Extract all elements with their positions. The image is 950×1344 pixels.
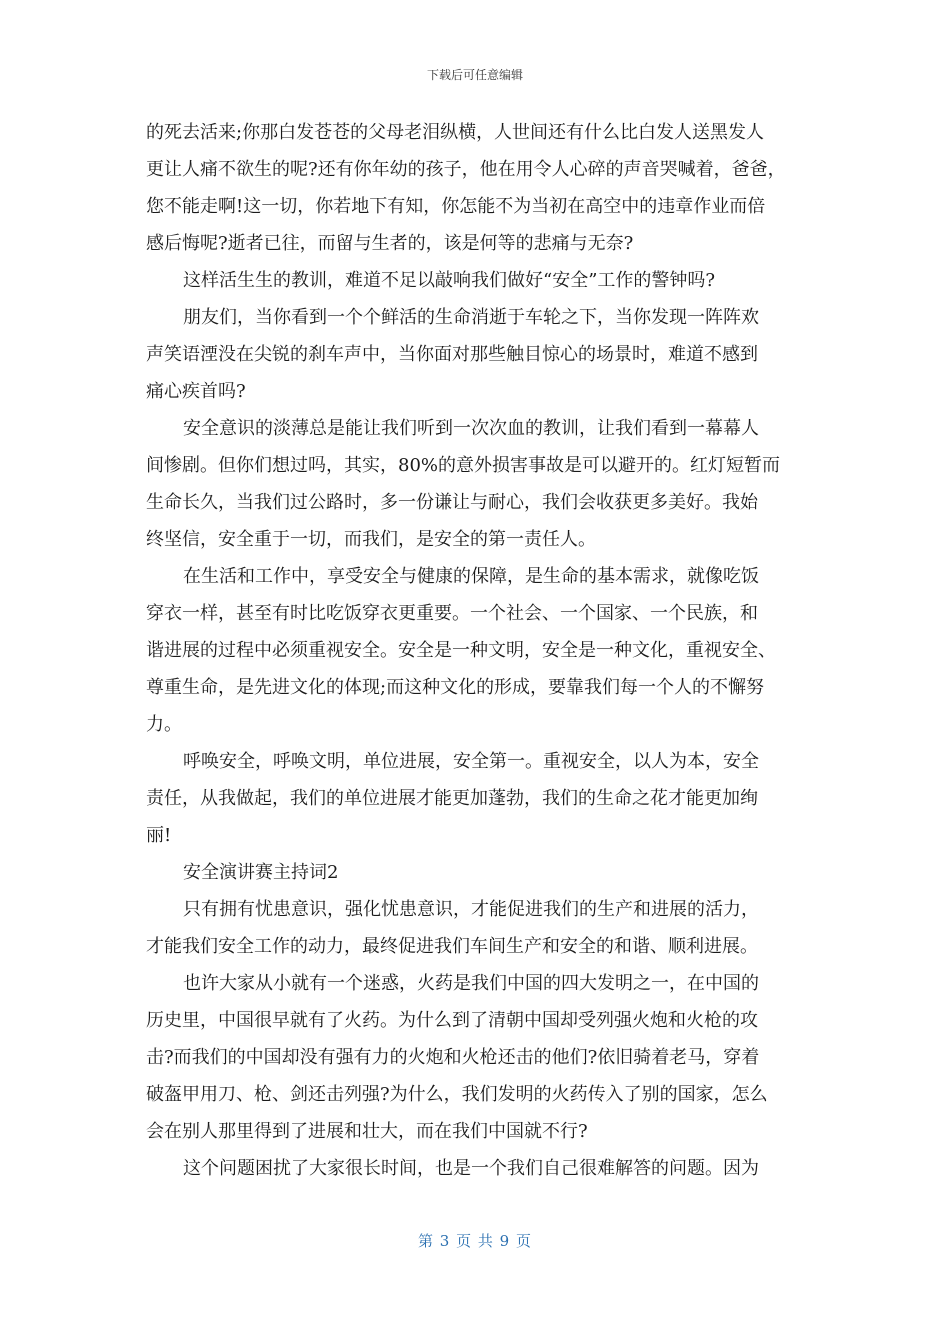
text-line: 朋友们，当你看到一个个鲜活的生命消逝于车轮之下，当你发现一阵阵欢 <box>183 307 759 328</box>
text-line: 在生活和工作中，享受安全与健康的保障，是生命的基本需求，就像吃饭 <box>183 566 759 587</box>
text-line: 才能我们安全工作的动力，最终促进我们车间生产和安全的和谐、顺利进展。 <box>146 936 758 957</box>
document-body <box>146 114 806 1187</box>
text-line: 痛心疾首吗? <box>146 381 246 402</box>
text-line: 您不能走啊!这一切，你若地下有知，你怎能不为当初在高空中的违章作业而倍 <box>146 196 766 217</box>
text-line: 这样活生生的教训，难道不足以敲响我们做好“安全”工作的警钟吗? <box>183 270 716 291</box>
text-line: 这个问题困扰了大家很长时间，也是一个我们自己很难解答的问题。因为 <box>183 1158 759 1179</box>
text-line: 尊重生命，是先进文化的体现;而这种文化的形成，要靠我们每一个人的不懈努 <box>146 677 765 698</box>
text-line: 力。 <box>146 714 182 735</box>
text-line: 感后悔呢?逝者已往，而留与生者的，该是何等的悲痛与无奈? <box>146 233 634 254</box>
text-line: 间惨剧。但你们想过吗，其实，80%的意外损害事故是可以避开的。红灯短暂而 <box>146 455 781 476</box>
text-line: 历史里，中国很早就有了火药。为什么到了清朝中国却受列强火炮和火枪的攻 <box>146 1010 758 1031</box>
text-line: 只有拥有忧患意识，强化忧患意识，才能促进我们的生产和进展的活力， <box>183 899 759 920</box>
text-line: 更让人痛不欲生的呢?还有你年幼的孩子，他在用令人心碎的声音哭喊着，爸爸， <box>146 159 786 180</box>
text-line: 谐进展的过程中必须重视安全。安全是一种文明，安全是一种文化，重视安全、 <box>146 640 776 661</box>
text-line: 穿衣一样，甚至有时比吃饭穿衣更重要。一个社会、一个国家、一个民族，和 <box>146 603 758 624</box>
text-line: 破盔甲用刀、枪、剑还击列强?为什么，我们发明的火药传入了别的国家，怎么 <box>146 1084 768 1105</box>
text-line: 生命长久，当我们过公路时，多一份谦让与耐心，我们会收获更多美好。我始 <box>146 492 758 513</box>
text-line: 安全演讲赛主持词2 <box>183 862 339 883</box>
text-line: 责任，从我做起，我们的单位进展才能更加蓬勃，我们的生命之花才能更加绚 <box>146 788 758 809</box>
text-line: 安全意识的淡薄总是能让我们听到一次次血的教训，让我们看到一幕幕人 <box>183 418 759 439</box>
page-number: 第 3 页 共 9 页 <box>418 1232 532 1250</box>
page-header: 下载后可任意编辑 <box>426 68 523 82</box>
text-line: 会在别人那里得到了进展和壮大，而在我们中国就不行? <box>146 1121 588 1142</box>
text-line: 的死去活来;你那白发苍苍的父母老泪纵横，人世间还有什么比白发人送黑发人 <box>146 122 765 143</box>
text-line: 终坚信，安全重于一切，而我们，是安全的第一责任人。 <box>146 529 596 550</box>
text-line: 丽! <box>146 825 172 846</box>
text-line: 声笑语湮没在尖锐的刹车声中，当你面对那些触目惊心的场景时，难道不感到 <box>146 344 758 365</box>
text-line: 也许大家从小就有一个迷惑，火药是我们中国的四大发明之一，在中国的 <box>183 973 759 994</box>
text-line: 呼唤安全，呼唤文明，单位进展，安全第一。重视安全，以人为本，安全 <box>183 751 759 772</box>
text-line: 击?而我们的中国却没有强有力的火炮和火枪还击的他们?依旧骑着老马，穿着 <box>146 1047 760 1068</box>
